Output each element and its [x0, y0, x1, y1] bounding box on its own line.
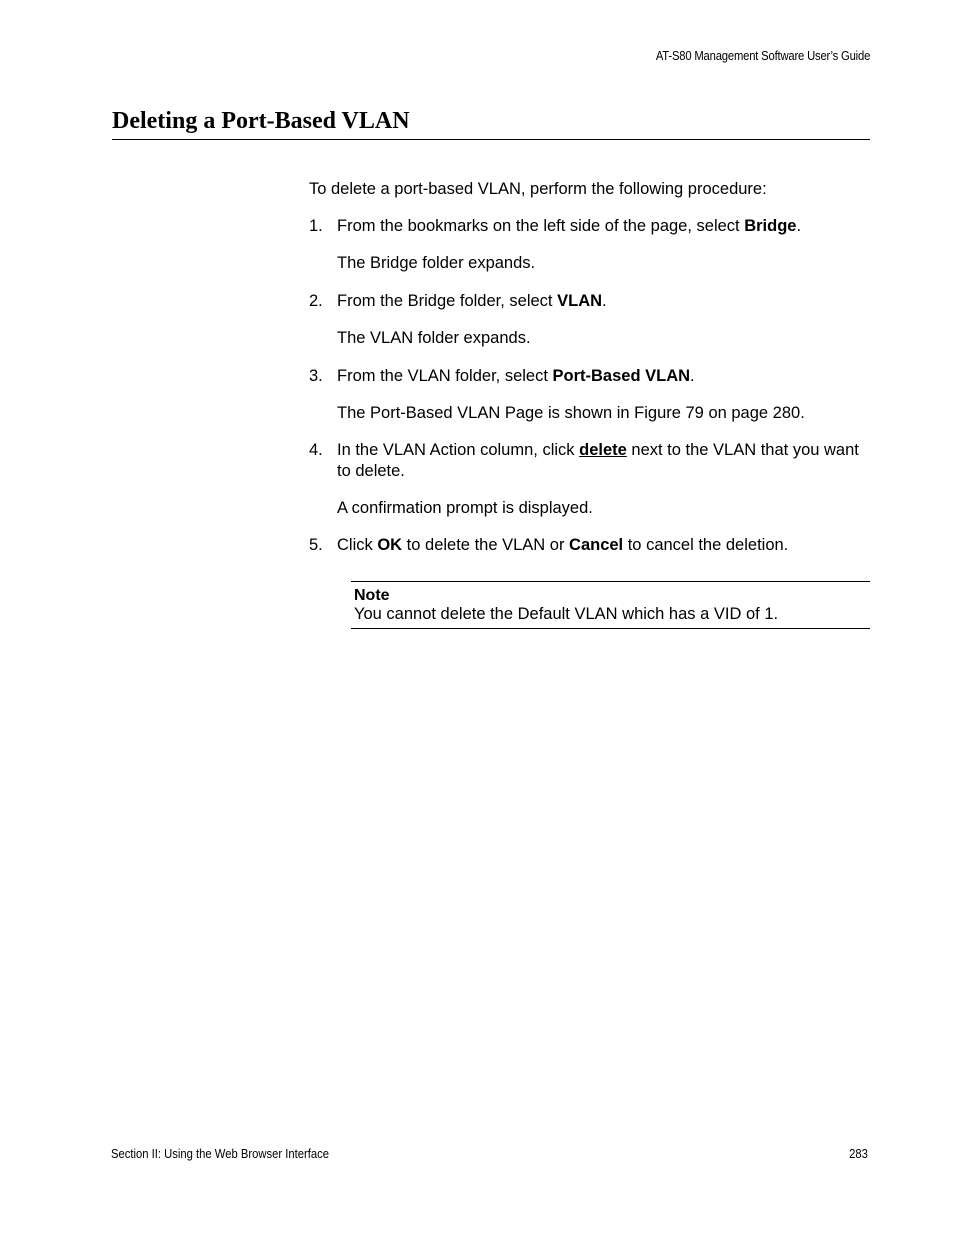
step-number: 2. — [309, 292, 323, 310]
step-number: 1. — [309, 217, 323, 235]
step-text-part: to cancel the deletion. — [623, 536, 789, 554]
note-title: Note — [354, 587, 390, 604]
step-ui-term: Port-Based VLAN — [552, 367, 691, 385]
step-text-part: . — [602, 292, 607, 310]
note-text: You cannot delete the Default VLAN which has a VID of 1. — [354, 605, 779, 623]
step-text-part: In the VLAN Action column, click — [337, 441, 580, 459]
step-text — [337, 366, 869, 387]
step-text-part: From the bookmarks on the left side of the page, select — [337, 217, 745, 235]
running-header: AT-S80 Management Software User’s Guide — [655, 49, 870, 63]
step-text-part: From the VLAN folder, select — [337, 367, 553, 385]
step-1-result: The Bridge folder expands. — [337, 254, 536, 272]
step-text-part: next to the VLAN that you want to delete. — [337, 441, 859, 480]
intro-paragraph: To delete a port-based VLAN, perform the following procedure: — [309, 180, 767, 198]
step-2-result: The VLAN folder expands. — [337, 329, 531, 347]
step-ui-term: VLAN — [557, 292, 603, 310]
step-ui-term: Bridge — [744, 217, 797, 235]
delete-link-term: delete — [579, 441, 627, 459]
step-number: 3. — [309, 367, 323, 385]
step-ui-term: OK — [377, 536, 403, 554]
step-text-part: From the Bridge folder, select — [337, 292, 558, 310]
step-text — [337, 216, 869, 237]
step-ui-term: Cancel — [569, 536, 624, 554]
step-number: 4. — [309, 441, 323, 459]
footer-page-number: 283 — [849, 1147, 868, 1161]
step-text — [337, 535, 869, 556]
note-box — [351, 581, 870, 629]
step-text — [337, 440, 869, 482]
section-title: Deleting a Port-Based VLAN — [112, 108, 410, 134]
step-3-result: The Port-Based VLAN Page is shown in Figure 79 on page 280. — [337, 404, 805, 422]
step-text-part: . — [796, 217, 802, 235]
step-4-result: A confirmation prompt is displayed. — [337, 499, 593, 517]
step-number: 5. — [309, 536, 323, 554]
footer-section-label: Section II: Using the Web Browser Interface — [111, 1147, 330, 1161]
step-text-part: to delete the VLAN or — [402, 536, 570, 554]
step-text — [337, 291, 869, 312]
title-rule — [112, 139, 870, 140]
step-text-part: . — [690, 367, 695, 385]
step-text-part: Click — [337, 536, 378, 554]
